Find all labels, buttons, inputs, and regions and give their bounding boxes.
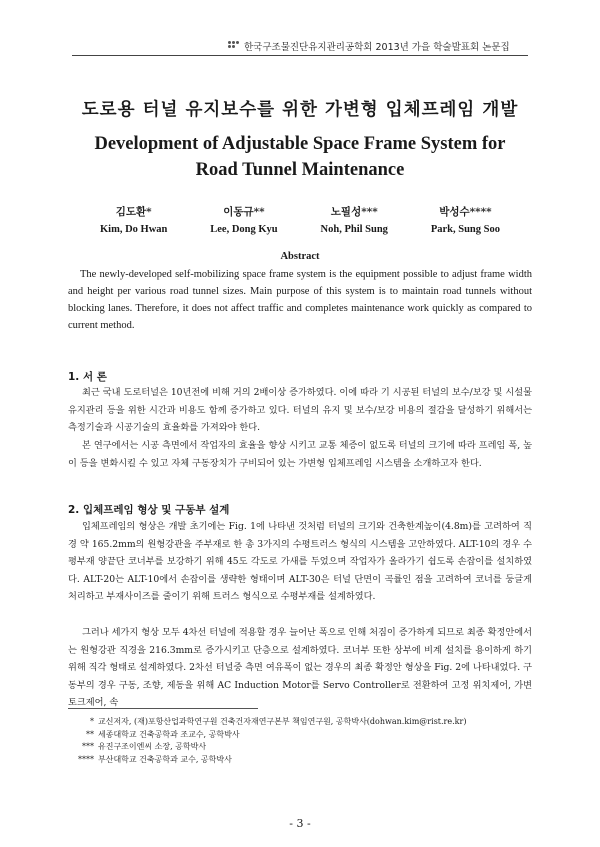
paragraph: 최근 국내 도로터널은 10년전에 비해 거의 2배이상 증가하였다. 이에 따라 기 시공된 터널의 보수/보강 및 시설물 유지관리 등을 위한 시간과 비용도 함께 증가하고 있다. 터널의 유지 및 보수/보강 비용의 절감을 달성하기 위해서는 측정기술과 시공기술의 효율화를 가져와야 한다. (68, 387, 532, 434)
author (321, 204, 388, 238)
header-divider (72, 55, 528, 56)
author-name-en: Noh, Phil Sung (320, 224, 388, 235)
page-number: - 3 - (289, 817, 311, 830)
footnote: ** 세종대학교 건축공학과 조교수, 공학박사 (86, 729, 240, 739)
author (210, 204, 277, 238)
journal-header (228, 39, 510, 53)
author-name-ko: 박성수**** (439, 206, 492, 218)
author-name-en: Kim, Do Hwan (100, 224, 168, 235)
author (431, 204, 500, 238)
paragraph: 본 연구에서는 시공 측면에서 작업자의 효율을 향상 시키고 교통 체증이 없도록 터널의 크기에 따라 프레임 폭, 높이 등을 변화시킬 수 있고 자체 구동장치가 구비되어 있는 가변형 입체프레임 시스템을 소개하고자 한다. (68, 440, 532, 469)
author (100, 204, 167, 238)
title-english: Development of Adjustable Space Frame System for Road Tunnel Maintenance (94, 134, 506, 180)
author-name-ko: 이동규** (223, 206, 265, 218)
footnotes (68, 716, 532, 766)
title-korean: 도로용 터널 유지보수를 위한 가변형 입체프레임 개발 (81, 100, 519, 120)
footnote-divider (68, 708, 258, 709)
author-name-ko: 노필성*** (330, 206, 378, 218)
author-name-en: Park, Sung Soo (430, 224, 500, 235)
footnote: *** 유진구조이엔씨 소장, 공학박사 (82, 742, 207, 751)
section-heading: 1. 서 론 (68, 371, 107, 383)
footnote: **** 부산대학교 건축공학과 교수, 공학박사 (78, 754, 232, 764)
journal-title: 한국구조물진단유지관리공학회 2013년 가을 학술발표회 논문집 (244, 42, 510, 53)
journal-logo-icon (228, 41, 240, 51)
footnote: * 교신저자, (재)포항산업과학연구원 건축건자재연구본부 책임연구원, 공학박사(dohwan.kim@rist.re.kr) (90, 717, 467, 726)
abstract-text: The newly-developed self-mobilizing space frame system is the equipment possible to adjust frame width and height per various road tunnel sizes. Main purpose of this system is to maintain road tunnels without blocking lanes. Therefore, it does not affect traffic and completes maintenance work quickly as compared to current method. (68, 269, 532, 331)
paragraph: 그러나 세가지 형상 모두 4차선 터널에 적용할 경우 늘어난 폭으로 인해 처짐이 증가하게 되므로 최종 확정안에서는 원형강관 직경을 216.3mm로 증가시키고 단층으로 설계하였다. 코너부 또한 상부에 비계 설치를 용이하게 하기 위해 직각 형태로 설계하였다. 2차선 터널중 측면 여유폭이 없는 경우의 최종 확정안 형상을 Fig. 2에 나타내었다. 구동부의 경우 구동, 조향, 제동을 위해 AC Induction Motor를 Servo Controller로 전환하여 고정 위치제어, 가변 토크제어, 속 (68, 627, 533, 709)
section-heading: 2. 입체프레임 형상 및 구동부 설계 (68, 504, 230, 516)
abstract-heading: Abstract (280, 251, 320, 262)
author-name-ko: 김도환* (115, 206, 152, 218)
author-name-en: Lee, Dong Kyu (210, 224, 278, 235)
author-list (100, 204, 500, 238)
paragraph: 입체프레임의 형상은 개발 초기에는 Fig. 1에 나타낸 것처럼 터널의 크기와 건축한계높이(4.8m)를 고려하여 직경 약 165.2mm의 원형강관을 주부재로 한 총 3가지의 수평트러스 형식의 시스템을 고안하였다. ALT-10의 경우 수평부재 양끝단 코너부를 보강하기 위해 45도 각도로 가새를 두었으며 작업자가 올라가기 쉽도록 손잡이를 설치하였다. ALT-20는 ALT-10에서 손잡이를 생략한 형태이며 ALT-30은 터널 단면이 곡률인 점을 고려하여 코너를 둥글게 처리하고 부재사이즈를 줄이기 위해 트러스 형식으로 수평부재를 설계하였다. (68, 521, 532, 603)
